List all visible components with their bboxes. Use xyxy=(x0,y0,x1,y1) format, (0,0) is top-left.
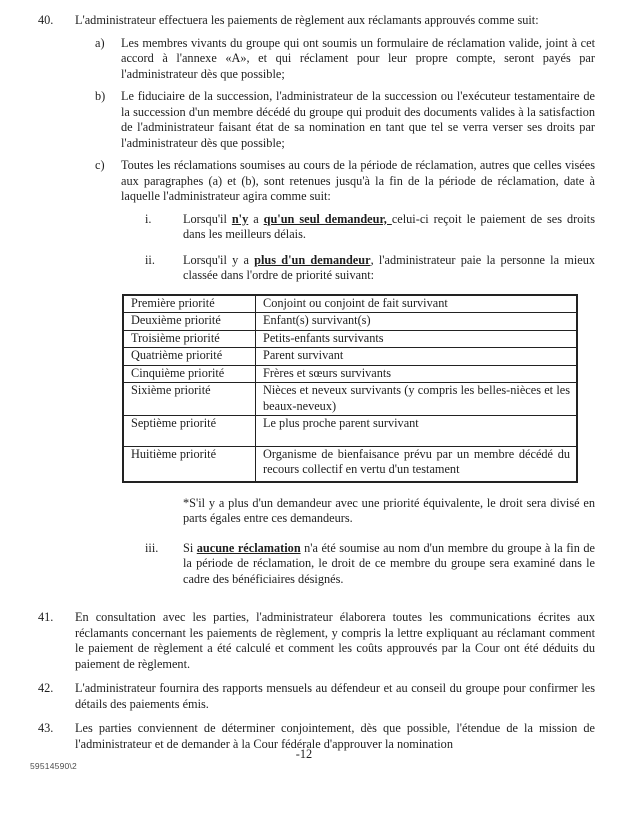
priority-table-row-8 xyxy=(123,446,577,482)
priority-cell: Première priorité xyxy=(123,295,256,313)
priority-table-row-2 xyxy=(123,313,577,331)
priority-cell: Cinquième priorité xyxy=(123,365,256,383)
paragraph-42 xyxy=(38,681,595,712)
priority-cell: Troisième priorité xyxy=(123,330,256,348)
page-number: -12 xyxy=(295,747,313,761)
paragraph-43-text: Les parties conviennent de déterminer conjointement, dès que possible, l'étendue de la mission de l'administrateur et de demander à la Cour fédérale d'approuver la nomination xyxy=(75,721,595,751)
roman-item-iii-text xyxy=(183,541,595,588)
roman-item-i-text xyxy=(183,212,595,243)
roman-item-iii xyxy=(145,541,595,588)
priority-cell: Sixième priorité xyxy=(123,383,256,416)
list-item-b xyxy=(95,89,595,151)
list-item-b-label: b) xyxy=(95,89,106,103)
priority-cell: Deuxième priorité xyxy=(123,313,256,331)
beneficiary-cell: Organisme de bienfaisance prévu par un membre décédé du recours collectif en vertu d'un testament xyxy=(256,446,578,482)
priority-table-row-5 xyxy=(123,365,577,383)
text-segment: celui-ci reçoit le paiement de ses droits dans les meilleurs délais. xyxy=(183,211,595,241)
paragraph-41 xyxy=(38,610,595,672)
text-segment: , l'administrateur paie la personne la mieux classée dans l'ordre de priorité suivant: xyxy=(183,252,595,282)
text-segment-bold-underline: n'y xyxy=(231,211,249,226)
priority-table-row-4 xyxy=(123,348,577,366)
priority-cell: Huitième priorité xyxy=(123,446,256,482)
footnote: *S'il y a plus d'un demandeur avec une priorité équivalente, le droit sera divisé en parts égales entre ces demandeurs. xyxy=(183,495,595,525)
priority-table-row-1 xyxy=(123,295,577,313)
list-item-b-text: Le fiduciaire de la succession, l'administrateur de la succession ou l'exécuteur testamentaire de la succession d'un membre décédé du groupe qui produit des documents valides à la satisfaction de l'administrateur faisant état de sa nomination en tant que tel se verra verser ses droits par l'administrateur dès que possible; xyxy=(121,89,595,150)
list-item-c-label: c) xyxy=(95,158,105,172)
priority-cell: Septième priorité xyxy=(123,416,256,447)
text-segment-bold-underline: qu'un seul demandeur, xyxy=(263,211,392,226)
paragraph-40-body xyxy=(75,13,595,601)
list-item-c xyxy=(95,158,595,205)
paragraph-42-number: 42. xyxy=(38,681,54,695)
text-segment: Lorsqu'il y a xyxy=(183,252,255,267)
priority-table-row-6 xyxy=(123,383,577,416)
roman-item-ii-label: ii. xyxy=(145,252,155,267)
roman-item-i xyxy=(145,212,595,243)
text-segment: Lorsqu'il xyxy=(183,211,232,226)
text-segment: Si xyxy=(183,540,197,555)
list-item-a xyxy=(95,36,595,83)
text-segment-bold-underline: aucune réclamation xyxy=(196,540,301,555)
priority-table-row-3 xyxy=(123,330,577,348)
beneficiary-cell: Conjoint ou conjoint de fait survivant xyxy=(256,295,578,313)
roman-item-ii-text xyxy=(183,253,595,284)
paragraph-43-number: 43. xyxy=(38,721,54,735)
list-item-a-label: a) xyxy=(95,35,105,50)
text-segment: a xyxy=(248,211,264,226)
beneficiary-cell: Petits-enfants survivants xyxy=(256,330,578,348)
roman-item-i-label: i. xyxy=(145,211,152,226)
beneficiary-cell: Parent survivant xyxy=(256,348,578,366)
paragraph-40-intro: L'administrateur effectuera les paiements de règlement aux réclamants approuvés comme suit: xyxy=(75,13,539,27)
text-segment: n'a été soumise au nom d'un membre du groupe à la fin de la période de réclamation, le droit de ce membre du groupe sera examiné dans le cadre des bénéficiaires désignés. xyxy=(183,540,595,586)
beneficiary-cell: Enfant(s) survivant(s) xyxy=(256,313,578,331)
paragraph-40 xyxy=(38,13,595,601)
priority-cell: Quatrième priorité xyxy=(123,348,256,366)
text-segment-bold-underline: plus d'un demandeur xyxy=(254,252,371,267)
beneficiary-cell: Nièces et neveux survivants (y compris les belles-nièces et les beaux-neveux) xyxy=(256,383,578,416)
beneficiary-cell: Le plus proche parent survivant xyxy=(256,416,578,447)
paragraph-42-text: L'administrateur fournira des rapports mensuels au défendeur et au conseil du groupe pour confirmer les détails des paiements émis. xyxy=(75,681,595,711)
paragraph-41-text: En consultation avec les parties, l'administrateur élaborera toutes les communications écrites aux réclamants concernant les paiements de règlement, y compris la lettre expliquant au réclamant comment le paiement de règlement a été calculé et comment les coûts approuvés par la Cour ont été déduits du paiement de règlement. xyxy=(75,610,595,671)
priority-table-row-7 xyxy=(123,416,577,447)
paragraph-40-number: 40. xyxy=(38,13,54,27)
roman-item-ii xyxy=(145,253,595,284)
list-item-a-text: Les membres vivants du groupe qui ont soumis un formulaire de réclamation valide, joint à cet accord à l'annexe «A», et qui réclament pour leur propre compte, seront payés par l'administrateur dès que possible; xyxy=(121,35,595,81)
list-item-c-text: Toutes les réclamations soumises au cours de la période de réclamation, autres que celles visées aux paragraphes (a) et (b), sont retenues jusqu'à la fin de la période de réclamation, date à laquelle l'administrateur agira comme suit: xyxy=(121,158,595,203)
priority-table xyxy=(122,294,578,483)
roman-item-iii-label: iii. xyxy=(145,540,159,555)
beneficiary-cell: Frères et sœurs survivants xyxy=(256,365,578,383)
doc-id: 59514590\2 xyxy=(30,761,77,771)
paragraph-41-number: 41. xyxy=(38,610,54,624)
